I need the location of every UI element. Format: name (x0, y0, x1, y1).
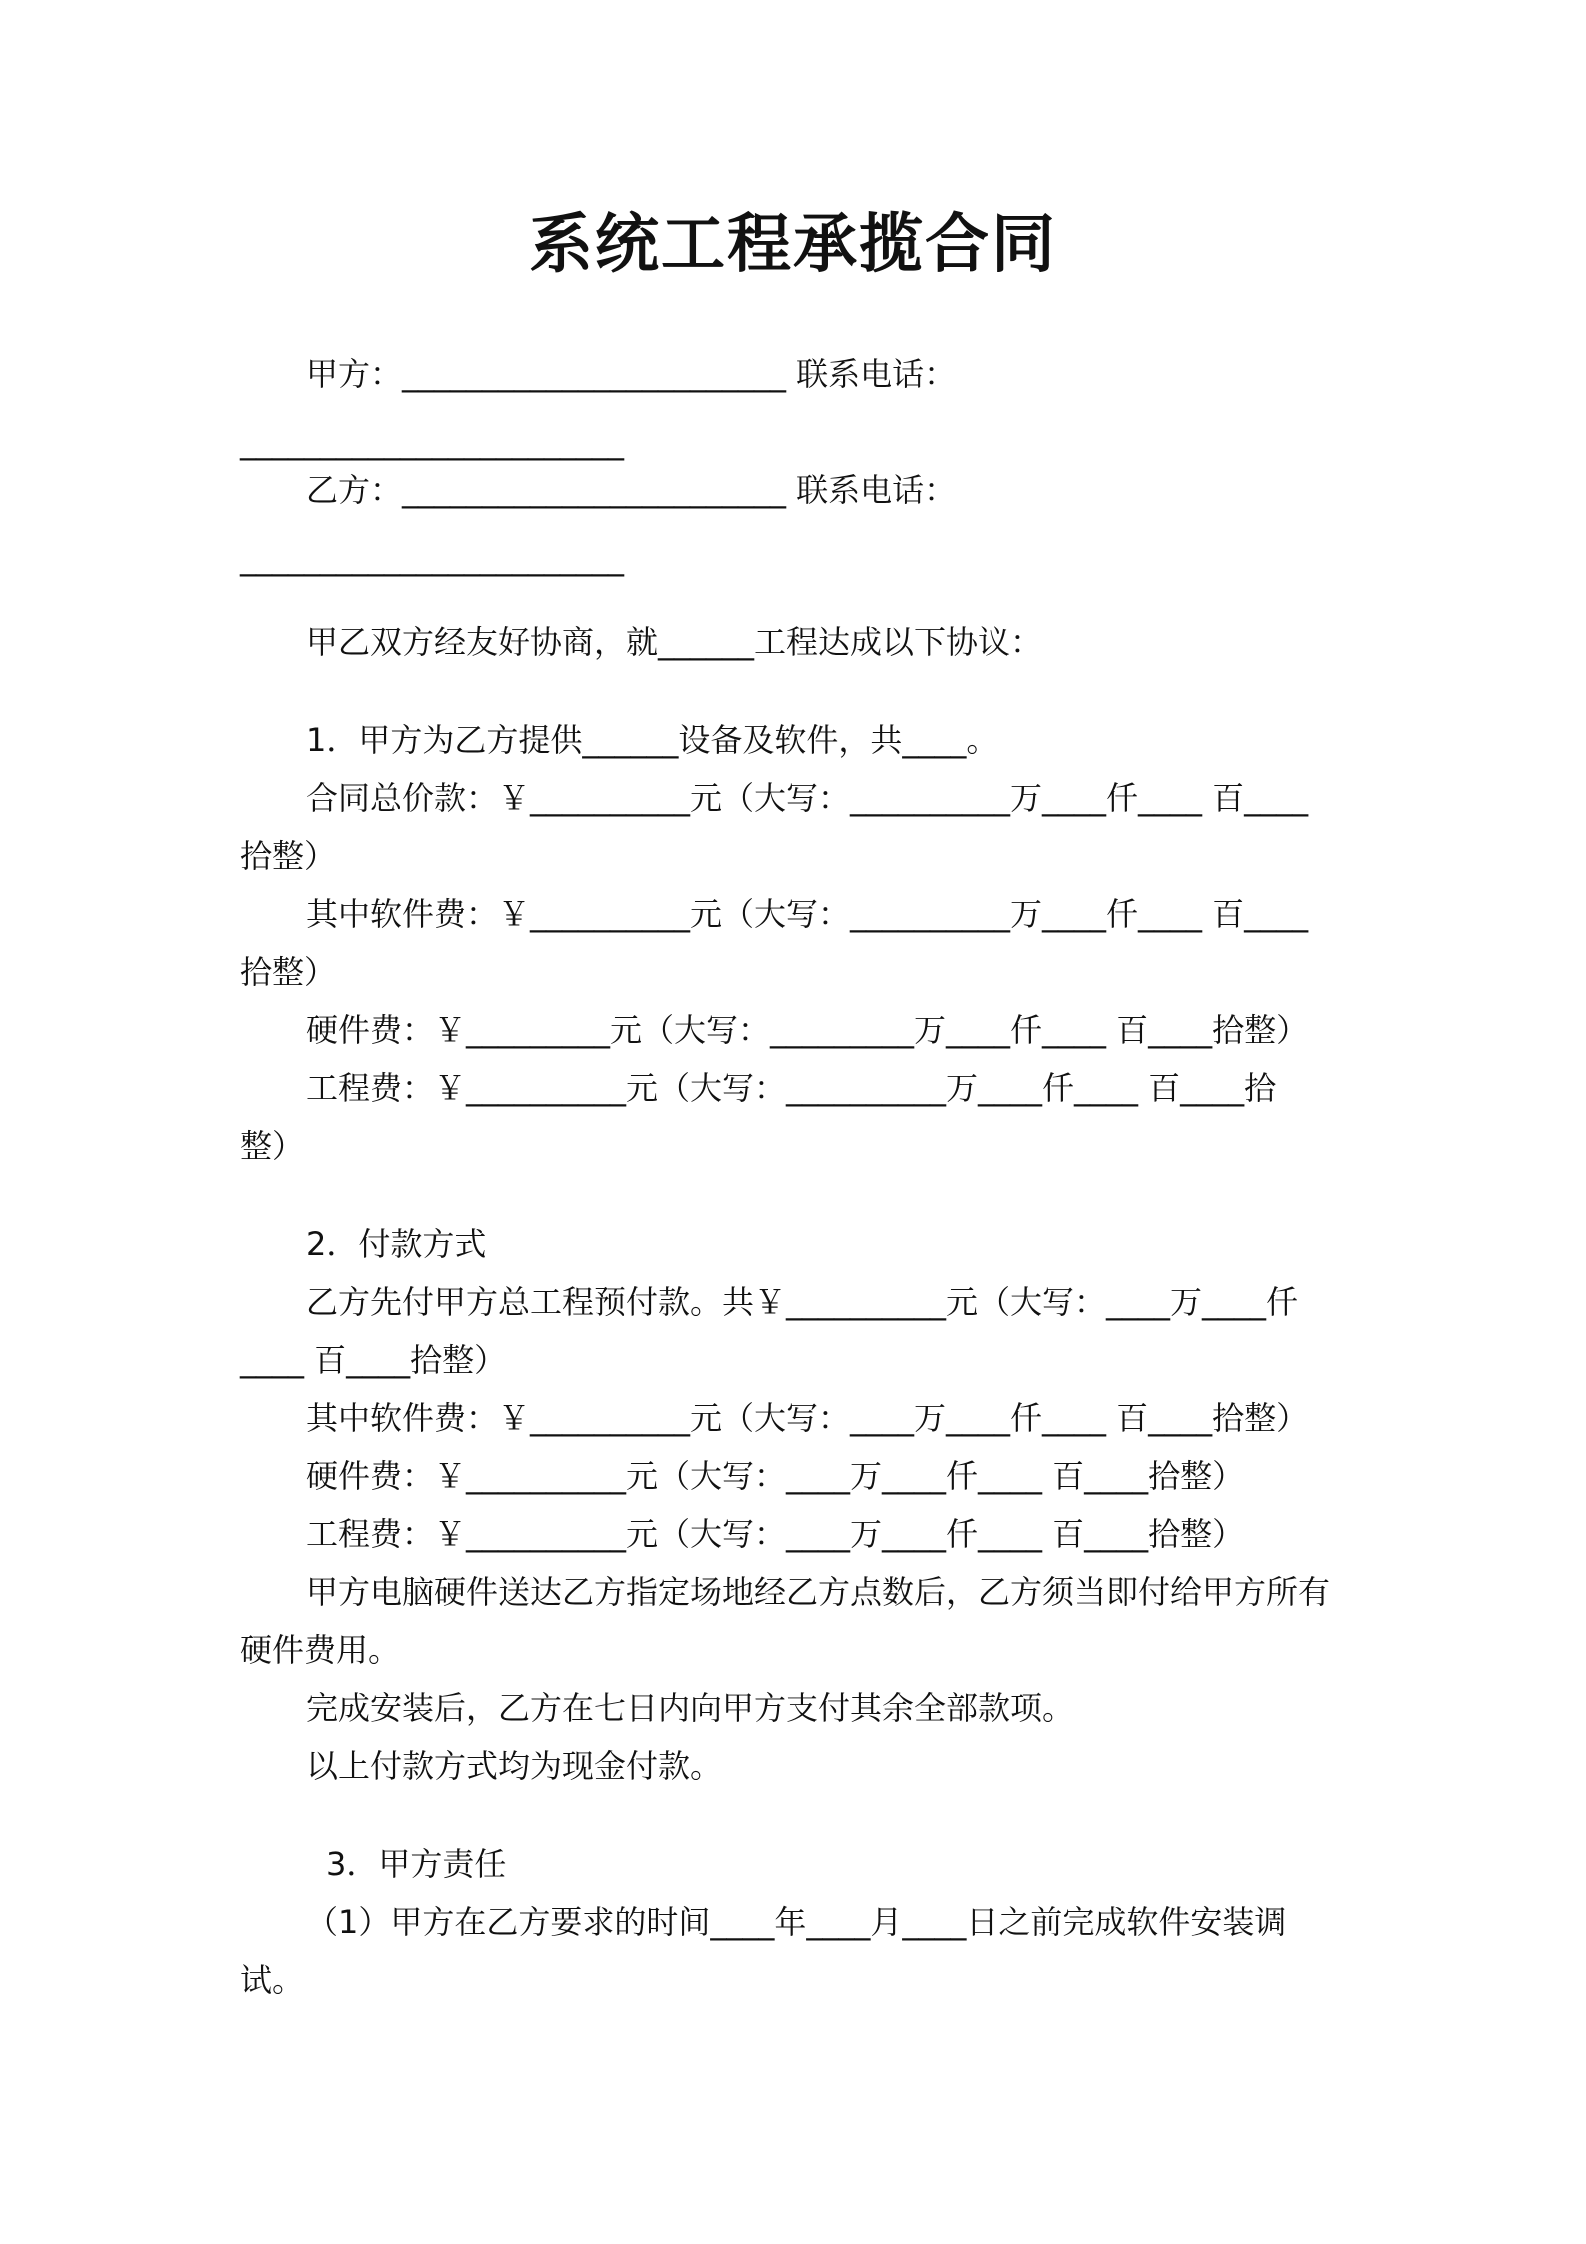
clause-3-heading: 3．甲方责任 (326, 1845, 507, 1883)
document-title: 系统工程承揽合同 (529, 208, 1057, 282)
party-a-line: 甲方：________________________ 联系电话： (306, 355, 957, 393)
prepay-engineering-fee-line: 工程费：￥__________元（大写：____万____仟____ 百____拾整） (306, 1515, 1245, 1553)
balance-payment-line: 完成安装后，乙方在七日内向甲方支付其余全部款项。 (306, 1689, 1075, 1727)
prepay-software-fee-line: 其中软件费：￥__________元（大写：____万____仟____ 百____拾整） (306, 1399, 1309, 1437)
party-a-phone-blank: ________________________ (240, 423, 624, 461)
total-price-line: 合同总价款：￥__________元（大写：__________万____仟____ 百____ (306, 779, 1309, 817)
clause-3-item-1: （1）甲方在乙方要求的时间____年____月____日之前完成软件安装调 (306, 1903, 1287, 1941)
hardware-payment-line-cont: 硬件费用。 (240, 1631, 401, 1669)
prepayment-line: 乙方先付甲方总工程预付款。共￥__________元（大写：____万____仟 (306, 1283, 1299, 1321)
engineering-fee-line-cont: 整） (240, 1127, 305, 1165)
prepayment-line-cont: ____ 百____拾整） (240, 1341, 507, 1379)
engineering-fee-line: 工程费：￥__________元（大写：__________万____仟____ 百____拾 (306, 1069, 1277, 1107)
hardware-fee-line: 硬件费：￥_________元（大写：_________万____仟____ 百____拾整） (306, 1011, 1309, 1049)
agreement-intro: 甲乙双方经友好协商，就______工程达成以下协议： (306, 623, 1043, 661)
software-fee-line: 其中软件费：￥__________元（大写：__________万____仟____ 百____ (306, 895, 1309, 933)
clause-3-item-1-cont: 试。 (240, 1961, 305, 1999)
party-b-line: 乙方：________________________ 联系电话： (306, 471, 957, 509)
hardware-payment-line: 甲方电脑硬件送达乙方指定场地经乙方点数后，乙方须当即付给甲方所有 (306, 1573, 1331, 1611)
total-price-line-cont: 拾整） (240, 837, 337, 875)
party-b-phone-blank: ________________________ (240, 539, 624, 577)
cash-payment-line: 以上付款方式均为现金付款。 (306, 1747, 723, 1785)
clause-1-heading: 1．甲方为乙方提供______设备及软件，共____。 (306, 721, 999, 759)
software-fee-line-cont: 拾整） (240, 953, 337, 991)
clause-2-heading: 2．付款方式 (306, 1225, 487, 1263)
prepay-hardware-fee-line: 硬件费：￥__________元（大写：____万____仟____ 百____拾整） (306, 1457, 1245, 1495)
